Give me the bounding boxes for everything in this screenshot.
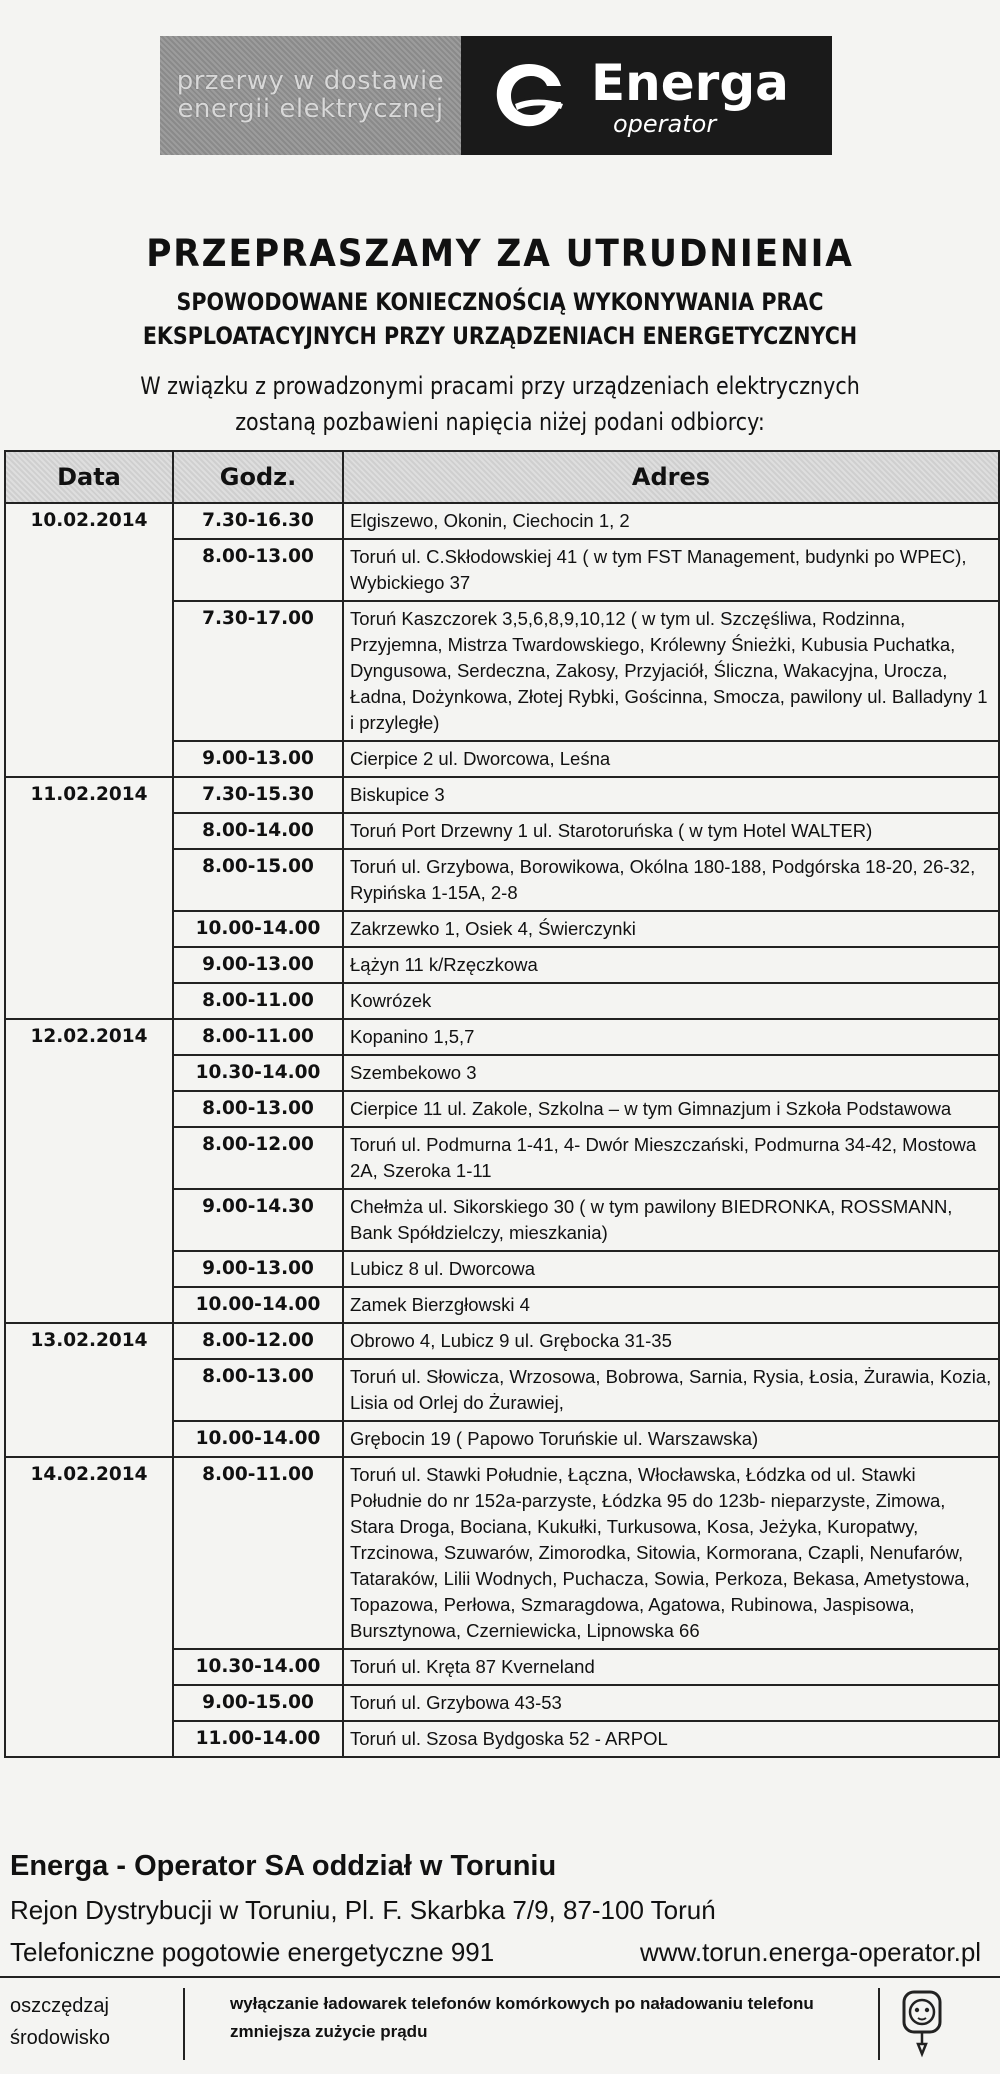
table-row xyxy=(5,1323,999,1359)
cell-address: Cierpice 2 ul. Dworcowa, Leśna xyxy=(343,741,999,777)
header-time: Godz. xyxy=(173,451,343,503)
subtitle xyxy=(70,285,930,353)
intro-line1: W związku z prowadzonymi pracami przy urządzeniach elektrycznych xyxy=(140,372,860,400)
cell-time: 9.00-13.00 xyxy=(173,1251,343,1287)
eco-divider-right xyxy=(878,1988,880,2060)
eco-divider-left xyxy=(183,1988,185,2060)
cell-time: 10.00-14.00 xyxy=(173,1287,343,1323)
energa-banner xyxy=(160,36,832,155)
cell-time: 7.30-16.30 xyxy=(173,503,343,539)
eco-line1: oszczędzaj xyxy=(10,1995,109,2017)
cell-time: 8.00-14.00 xyxy=(173,813,343,849)
cell-address: Szembekowo 3 xyxy=(343,1055,999,1091)
cell-address: Toruń ul. Kręta 87 Kverneland xyxy=(343,1649,999,1685)
cell-time: 8.00-11.00 xyxy=(173,983,343,1019)
cell-time: 8.00-13.00 xyxy=(173,1359,343,1421)
eco-message xyxy=(230,1990,814,2046)
cell-address: Toruń Kaszczorek 3,5,6,8,9,10,12 ( w tym ul. Szczęśliwa, Rodzinna, Przyjemna, Mistrza Twardowskiego, Królewny Śnieżki, Kubusia Puchatka, Dyngusowa, Serdeczna, Zakosy, Przyjaciół, Śliczna, Wakacyjna, Urocza, Ładna, Dożynkowa, Złotej Rybki, Gościnna, Smocza, pawilony ul. Balladyny 1 i przyległe) xyxy=(343,601,999,741)
brand-block xyxy=(461,36,832,155)
cell-date: 10.02.2014 xyxy=(5,503,173,777)
cell-time: 11.00-14.00 xyxy=(173,1721,343,1757)
cell-time: 8.00-13.00 xyxy=(173,539,343,601)
cell-address: Zamek Bierzgłowski 4 xyxy=(343,1287,999,1323)
subtitle-line1: SPOWODOWANE KONIECZNOŚCIĄ WYKONYWANIA PRAC xyxy=(176,288,824,316)
eco-line2: środowisko xyxy=(10,2027,111,2049)
cell-address: Obrowo 4, Lubicz 9 ul. Grębocka 31-35 xyxy=(343,1323,999,1359)
cell-time: 8.00-11.00 xyxy=(173,1457,343,1649)
cell-time: 9.00-14.30 xyxy=(173,1189,343,1251)
plug-socket-icon xyxy=(900,1988,944,2060)
table-row xyxy=(5,1019,999,1055)
table-row xyxy=(5,1457,999,1649)
cell-time: 8.00-12.00 xyxy=(173,1127,343,1189)
cell-address: Toruń ul. Szosa Bydgoska 52 - ARPOL xyxy=(343,1721,999,1757)
cell-address: Zakrzewko 1, Osiek 4, Świerczynki xyxy=(343,911,999,947)
cell-time: 9.00-13.00 xyxy=(173,947,343,983)
eco-message-line1: wyłączanie ładowarek telefonów komórkowych po naładowaniu telefonu xyxy=(230,1994,814,2013)
cell-time: 7.30-17.00 xyxy=(173,601,343,741)
cell-address: Toruń ul. C.Skłodowskiej 41 ( w tym FST Management, budynki po WPEC), Wybickiego 37 xyxy=(343,539,999,601)
cell-address: Toruń ul. Grzybowa 43-53 xyxy=(343,1685,999,1721)
cell-time: 9.00-15.00 xyxy=(173,1685,343,1721)
footer-phone: Telefoniczne pogotowie energetyczne 991 xyxy=(10,1937,495,1967)
cell-date: 12.02.2014 xyxy=(5,1019,173,1323)
cell-time: 10.00-14.00 xyxy=(173,911,343,947)
cell-time: 10.30-14.00 xyxy=(173,1055,343,1091)
cell-address: Łążyn 11 k/Rzęczkowa xyxy=(343,947,999,983)
table-row xyxy=(5,777,999,813)
eco-slogan xyxy=(10,1990,110,2054)
tagline-line2: energii elektrycznej xyxy=(177,93,444,124)
cell-time: 9.00-13.00 xyxy=(173,741,343,777)
brand-name: Energa xyxy=(591,54,789,112)
cell-address: Toruń ul. Podmurna 1-41, 4- Dwór Mieszczański, Podmurna 34-42, Mostowa 2A, Szeroka 1-11 xyxy=(343,1127,999,1189)
subtitle-line2: EKSPLOATACYJNYCH PRZY URZĄDZENIACH ENERGETYCZNYCH xyxy=(142,322,858,350)
intro-line2: zostaną pozbawieni napięcia niżej podani odbiorcy: xyxy=(235,408,765,436)
footer-address: Rejon Dystrybucji w Toruniu, Pl. F. Skarbka 7/9, 87-100 Toruń xyxy=(10,1895,716,1925)
table-body xyxy=(5,503,999,1757)
cell-time: 10.30-14.00 xyxy=(173,1649,343,1685)
cell-address: Chełmża ul. Sikorskiego 30 ( w tym pawilony BIEDRONKA, ROSSMANN, Bank Spółdzielczy, mieszkania) xyxy=(343,1189,999,1251)
cell-address: Toruń Port Drzewny 1 ul. Starotoruńska ( w tym Hotel WALTER) xyxy=(343,813,999,849)
cell-address: Toruń ul. Słowicza, Wrzosowa, Bobrowa, Sarnia, Rysia, Łosia, Żurawia, Kozia, Lisia od Orlej do Żurawiej, xyxy=(343,1359,999,1421)
cell-date: 13.02.2014 xyxy=(5,1323,173,1457)
cell-address: Grębocin 19 ( Papowo Toruńskie ul. Warszawska) xyxy=(343,1421,999,1457)
outage-table xyxy=(4,450,1000,1758)
footer-website: www.torun.energa-operator.pl xyxy=(640,1937,982,1967)
banner-tagline xyxy=(160,36,461,155)
cell-date: 11.02.2014 xyxy=(5,777,173,1019)
cell-address: Kowrózek xyxy=(343,983,999,1019)
cell-time: 10.00-14.00 xyxy=(173,1421,343,1457)
intro-text xyxy=(70,368,930,440)
table-header-row xyxy=(5,451,999,503)
cell-address: Lubicz 8 ul. Dworcowa xyxy=(343,1251,999,1287)
cell-time: 7.30-15.30 xyxy=(173,777,343,813)
eco-message-line2: zmniejsza zużycie prądu xyxy=(230,2022,428,2041)
cell-address: Toruń ul. Stawki Południe, Łączna, Włocławska, Łódzka od ul. Stawki Południe do nr 152a-parzyste, Łódzka 95 do 123b- nieparzyste, Zimowa, Stara Droga, Bociana, Kukułki, Turkusowa, Kosa, Jeżyka, Kuropatwy, Trzcinowa, Szuwarów, Zimorodka, Sitowia, Kormorana, Czapli, Nenufarów, Tataraków, Lilii Wodnych, Puchacza, Sowia, Perkoza, Bekasa, Ametystowa, Topazowa, Perłowa, Szmaragdowa, Agatowa, Rubinowa, Jaspisowa, Bursztynowa, Czerniewicka, Lipnowska 66 xyxy=(343,1457,999,1649)
cell-address: Biskupice 3 xyxy=(343,777,999,813)
tagline-line1: przerwy w dostawie xyxy=(176,66,445,97)
page-title: PRZEPRASZAMY ZA UTRUDNIENIA xyxy=(146,232,854,275)
cell-address: Cierpice 11 ul. Zakole, Szkolna – w tym Gimnazjum i Szkoła Podstawowa xyxy=(343,1091,999,1127)
energa-logo-icon xyxy=(489,58,569,134)
cell-time: 8.00-11.00 xyxy=(173,1019,343,1055)
cell-time: 8.00-12.00 xyxy=(173,1323,343,1359)
cell-address: Kopanino 1,5,7 xyxy=(343,1019,999,1055)
cell-time: 8.00-15.00 xyxy=(173,849,343,911)
header-date: Data xyxy=(5,451,173,503)
table-row xyxy=(5,503,999,539)
footer-company: Energa - Operator SA oddział w Toruniu xyxy=(10,1850,557,1882)
footer-divider xyxy=(0,1976,1000,1978)
header-address: Adres xyxy=(343,451,999,503)
cell-address: Toruń ul. Grzybowa, Borowikowa, Okólna 180-188, Podgórska 18-20, 26-32, Rypińska 1-15A, 2-8 xyxy=(343,849,999,911)
cell-address: Elgiszewo, Okonin, Ciechocin 1, 2 xyxy=(343,503,999,539)
brand-subtitle: operator xyxy=(613,110,717,138)
cell-time: 8.00-13.00 xyxy=(173,1091,343,1127)
cell-date: 14.02.2014 xyxy=(5,1457,173,1757)
